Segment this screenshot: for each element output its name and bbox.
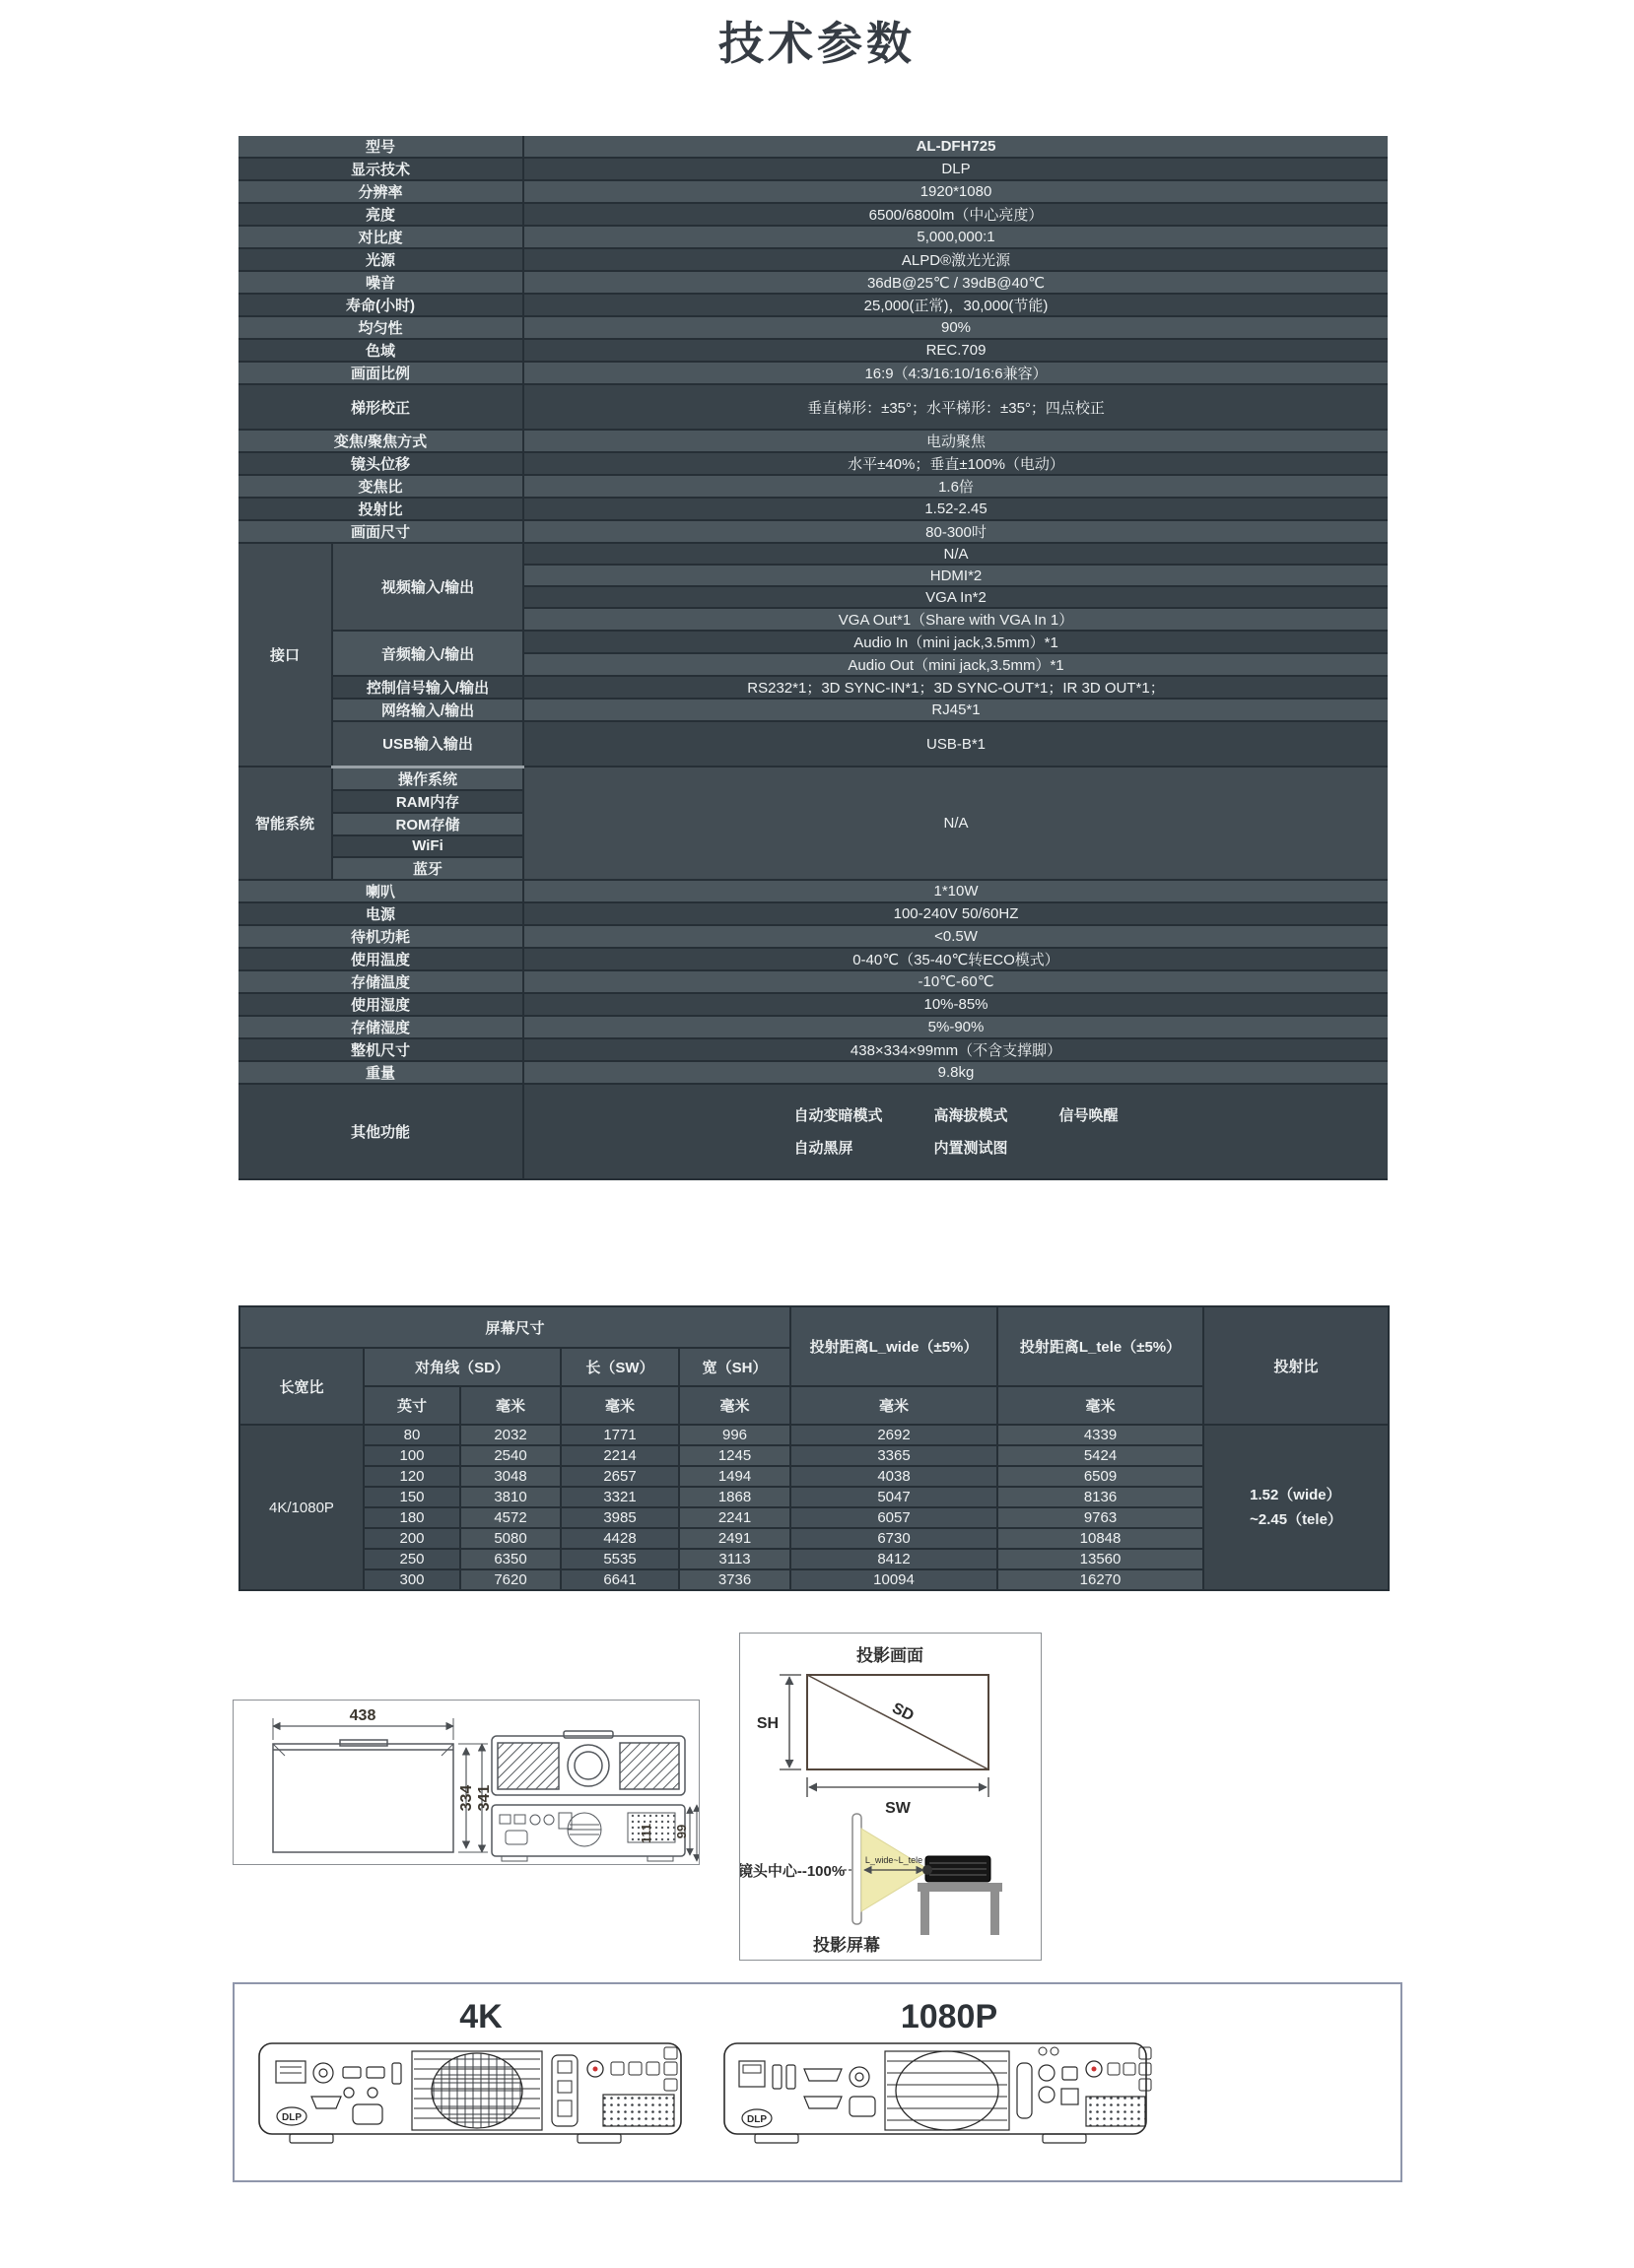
spec-label: 均匀性 (238, 316, 523, 339)
cell: 6350 (460, 1549, 561, 1569)
cell: 3048 (460, 1466, 561, 1487)
spec-value: 36dB@25℃ / 39dB@40℃ (523, 271, 1388, 294)
cell: 5047 (790, 1487, 997, 1507)
spec-value: -10℃-60℃ (523, 970, 1388, 993)
throw-ratio-tele: ~2.45（tele） (1250, 1511, 1342, 1528)
cell: 10094 (790, 1569, 997, 1590)
dim-341-label: 341 (476, 1784, 493, 1812)
spec-value: Audio In（mini jack,3.5mm）*1 (523, 631, 1388, 653)
spec-label-other: 其他功能 (238, 1084, 523, 1179)
spec-sub-usb: USB输入输出 (332, 721, 523, 767)
spec-value: 电动聚焦 (523, 430, 1388, 452)
spec-value: N/A (523, 543, 1388, 565)
spec-sub-control: 控制信号输入/输出 (332, 676, 523, 699)
spec-label: 整机尺寸 (238, 1038, 523, 1061)
cell: 3321 (561, 1487, 679, 1507)
spec-label: 电源 (238, 902, 523, 925)
spec-value: Audio Out（mini jack,3.5mm）*1 (523, 653, 1388, 676)
cell: 6509 (997, 1466, 1203, 1487)
spec-label: 画面尺寸 (238, 520, 523, 543)
rear-panel-4k-drawing (256, 2039, 700, 2153)
spec-value: <0.5W (523, 925, 1388, 948)
spec-value: 1920*1080 (523, 180, 1388, 203)
spec-value: 16:9（4:3/16:10/16:6兼容） (523, 362, 1388, 384)
spec-label: 使用温度 (238, 948, 523, 970)
dimension-drawing-box (233, 1700, 700, 1865)
header-length: 长（SW） (561, 1348, 679, 1386)
spec-label: 寿命(小时) (238, 294, 523, 316)
projection-geometry-diagram (740, 1634, 1041, 1960)
spec-value: 25,000(正常)，30,000(节能) (523, 294, 1388, 316)
projection-geometry-box (739, 1633, 1042, 1961)
cell: 10848 (997, 1528, 1203, 1549)
other-function: 信号唤醒 (1058, 1107, 1119, 1124)
screen-size-table (238, 1305, 1390, 1591)
header-mm: 毫米 (460, 1386, 561, 1425)
dim-99-label: 99 (674, 1824, 689, 1839)
spec-value: 0-40℃（35-40℃转ECO模式） (523, 948, 1388, 970)
spec-label: 使用湿度 (238, 993, 523, 1016)
cell: 4572 (460, 1507, 561, 1528)
spec-value: 垂直梯形：±35°；水平梯形：±35°；四点校正 (523, 384, 1388, 430)
spec-table (238, 136, 1388, 1180)
cell: 250 (364, 1549, 460, 1569)
cell: 9763 (997, 1507, 1203, 1528)
throw-ratio-wide: 1.52（wide） (1250, 1486, 1341, 1503)
throw-distance-label: L_wide~L_tele (864, 1855, 923, 1865)
rear-panel-box (233, 1982, 1402, 2182)
cell: 3113 (679, 1549, 790, 1569)
cell: 3736 (679, 1569, 790, 1590)
cell: 13560 (997, 1549, 1203, 1569)
spec-group-smart: 智能系统 (238, 767, 332, 880)
spec-sub-bluetooth: 蓝牙 (332, 857, 523, 880)
header-diagonal: 对角线（SD） (364, 1348, 561, 1386)
spec-value: 5%-90% (523, 1016, 1388, 1038)
dimension-drawing (234, 1701, 699, 1864)
header-screen-size: 屏幕尺寸 (239, 1306, 790, 1348)
cell: 1245 (679, 1445, 790, 1466)
sw-label: SW (885, 1800, 911, 1817)
spec-value: ALPD®激光光源 (523, 248, 1388, 271)
dim-438-label: 438 (349, 1707, 376, 1724)
cell: 2032 (460, 1425, 561, 1445)
spec-label: 存储温度 (238, 970, 523, 993)
cell: 5080 (460, 1528, 561, 1549)
spec-label: 分辨率 (238, 180, 523, 203)
cell: 1494 (679, 1466, 790, 1487)
cell: 150 (364, 1487, 460, 1507)
spec-sub-video: 视频输入/输出 (332, 543, 523, 631)
spec-value-other (523, 1084, 1388, 1179)
spec-value: VGA In*2 (523, 586, 1388, 608)
spec-value: 438×334×99mm（不含支撑脚） (523, 1038, 1388, 1061)
header-inch: 英寸 (364, 1386, 460, 1425)
cell: 2657 (561, 1466, 679, 1487)
spec-value-smart: N/A (523, 767, 1388, 880)
other-function: 内置测试图 (933, 1140, 1008, 1157)
header-mm: 毫米 (997, 1386, 1203, 1425)
throw-ratio-cell (1203, 1425, 1389, 1590)
projector-side-drawing (918, 1856, 1002, 1935)
spec-label: 光源 (238, 248, 523, 271)
header-mm: 毫米 (679, 1386, 790, 1425)
dim-111-label: 111 (639, 1823, 653, 1844)
cell: 6057 (790, 1507, 997, 1528)
header-width: 宽（SH） (679, 1348, 790, 1386)
spec-sub-audio: 音频输入/输出 (332, 631, 523, 676)
spec-value: 5,000,000:1 (523, 226, 1388, 248)
cell: 8136 (997, 1487, 1203, 1507)
cell: 2540 (460, 1445, 561, 1466)
header-distance-wide: 投射距离L_wide（±5%） (790, 1306, 997, 1386)
spec-sub-rom: ROM存储 (332, 813, 523, 835)
other-functions-grid (793, 1104, 1118, 1158)
spec-label: 存储湿度 (238, 1016, 523, 1038)
spec-sub-network: 网络输入/输出 (332, 699, 523, 721)
cell: 996 (679, 1425, 790, 1445)
spec-value: 80-300吋 (523, 520, 1388, 543)
aspect-ratio-cell: 4K/1080P (239, 1425, 364, 1590)
dim-334-label: 334 (458, 1784, 475, 1812)
spec-label: 梯形校正 (238, 384, 523, 430)
cell: 100 (364, 1445, 460, 1466)
cell: 3985 (561, 1507, 679, 1528)
spec-value: 100-240V 50/60HZ (523, 902, 1388, 925)
spec-label: 喇叭 (238, 880, 523, 902)
spec-label: 噪音 (238, 271, 523, 294)
header-mm: 毫米 (561, 1386, 679, 1425)
cell: 1868 (679, 1487, 790, 1507)
spec-sub-ram: RAM内存 (332, 790, 523, 813)
spec-value: 1*10W (523, 880, 1388, 902)
spec-value: VGA Out*1（Share with VGA In 1） (523, 608, 1388, 631)
page-title: 技术参数 (718, 18, 916, 69)
spec-value: 1.6倍 (523, 475, 1388, 498)
cell: 3810 (460, 1487, 561, 1507)
header-throw-ratio: 投射比 (1203, 1306, 1389, 1425)
cell: 4339 (997, 1425, 1203, 1445)
projection-surface-label: 投影屏幕 (813, 1936, 880, 1955)
spec-group-interface: 接口 (238, 543, 332, 767)
cell: 2214 (561, 1445, 679, 1466)
cell: 2692 (790, 1425, 997, 1445)
spec-value: USB-B*1 (523, 721, 1388, 767)
sh-label: SH (756, 1715, 780, 1732)
cell: 300 (364, 1569, 460, 1590)
sd-label: SD (889, 1700, 917, 1725)
cell: 120 (364, 1466, 460, 1487)
header-mm: 毫米 (790, 1386, 997, 1425)
cell: 16270 (997, 1569, 1203, 1590)
spec-sub-os: 操作系统 (332, 767, 523, 790)
spec-value: 10%-85% (523, 993, 1388, 1016)
spec-value-model: AL-DFH725 (523, 136, 1388, 158)
projection-screen-title: 投影画面 (856, 1646, 923, 1665)
other-function: 高海拔模式 (933, 1107, 1008, 1124)
label-1080p: 1080P (900, 1998, 998, 2035)
spec-label: 镜头位移 (238, 452, 523, 475)
cell: 3365 (790, 1445, 997, 1466)
cell: 8412 (790, 1549, 997, 1569)
spec-value: 9.8kg (523, 1061, 1388, 1084)
cell: 180 (364, 1507, 460, 1528)
header-distance-tele: 投射距离L_tele（±5%） (997, 1306, 1203, 1386)
cell: 2241 (679, 1507, 790, 1528)
cell: 6641 (561, 1569, 679, 1590)
spec-value: 1.52-2.45 (523, 498, 1388, 520)
spec-label: 待机功耗 (238, 925, 523, 948)
cell: 1771 (561, 1425, 679, 1445)
spec-value: DLP (523, 158, 1388, 180)
cell: 7620 (460, 1569, 561, 1590)
spec-label: 画面比例 (238, 362, 523, 384)
spec-label: 亮度 (238, 203, 523, 226)
header-aspect: 长宽比 (239, 1348, 364, 1425)
cell: 4038 (790, 1466, 997, 1487)
spec-label: 对比度 (238, 226, 523, 248)
spec-value: 水平±40%；垂直±100%（电动） (523, 452, 1388, 475)
cell: 5535 (561, 1549, 679, 1569)
label-4k: 4K (459, 1998, 503, 2035)
spec-value: REC.709 (523, 339, 1388, 362)
other-function (1059, 1137, 1119, 1158)
cell: 4428 (561, 1528, 679, 1549)
spec-label: 变焦/聚焦方式 (238, 430, 523, 452)
cell: 200 (364, 1528, 460, 1549)
spec-label: 投射比 (238, 498, 523, 520)
spec-label: 型号 (238, 136, 523, 158)
spec-sub-wifi: WiFi (332, 835, 523, 857)
spec-value: RJ45*1 (523, 699, 1388, 721)
lens-center-label: 镜头中心--100% (740, 1863, 846, 1880)
spec-value: 6500/6800lm（中心亮度） (523, 203, 1388, 226)
svg-text:DLP: DLP (747, 2114, 767, 2125)
spec-label: 色域 (238, 339, 523, 362)
spec-value: 90% (523, 316, 1388, 339)
spec-label: 显示技术 (238, 158, 523, 180)
other-function: 自动变暗模式 (793, 1107, 883, 1124)
cell: 5424 (997, 1445, 1203, 1466)
spec-label: 变焦比 (238, 475, 523, 498)
spec-value: RS232*1；3D SYNC-IN*1；3D SYNC-OUT*1；IR 3D OUT*1； (523, 676, 1388, 699)
spec-value: HDMI*2 (523, 565, 1388, 586)
cell: 80 (364, 1425, 460, 1445)
cell: 6730 (790, 1528, 997, 1549)
other-function: 自动黑屏 (793, 1140, 853, 1157)
spec-label: 重量 (238, 1061, 523, 1084)
cell: 2491 (679, 1528, 790, 1549)
svg-text:DLP: DLP (282, 2112, 302, 2123)
rear-panel-1080p-drawing (721, 2039, 1165, 2153)
